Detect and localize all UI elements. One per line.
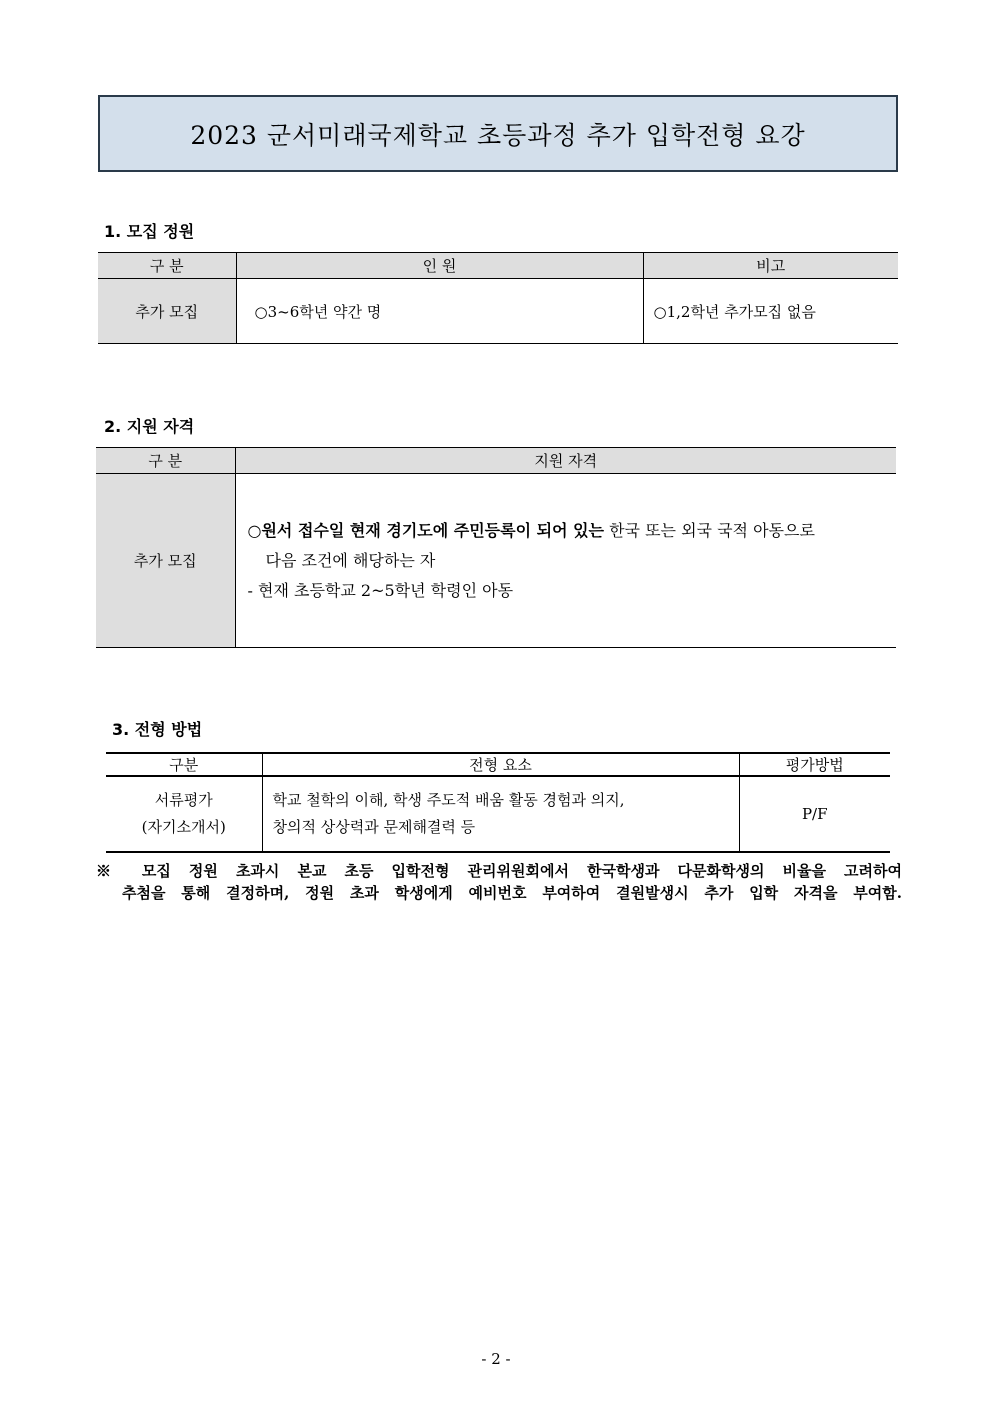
- eligibility-bold-text: ○원서 접수일 현재 경기도에 주민등록이 되어 있는: [247, 520, 605, 540]
- header-element: 전형 요소: [262, 753, 739, 776]
- section2-heading: 2. 지원 자격: [104, 417, 195, 436]
- cell-count: ○3~6학년 약간 명: [236, 279, 643, 344]
- header-note: 비고: [643, 253, 898, 279]
- footnote: [96, 860, 902, 904]
- eligibility-sub: - 현재 초등학교 2~5학년 학령인 아동: [247, 580, 514, 600]
- category-line1: 서류평가: [154, 791, 213, 809]
- eligibility-bullet: [248, 516, 897, 546]
- table-header-row: [98, 253, 898, 279]
- eligibility-table: [96, 447, 896, 648]
- section1-heading: 1. 모집 정원: [104, 222, 195, 241]
- header-category: 구 분: [98, 253, 236, 279]
- header-count: 인 원: [236, 253, 643, 279]
- table-row: [96, 474, 896, 648]
- document-title: 2023 군서미래국제학교 초등과정 추가 입학전형 요강: [190, 120, 806, 150]
- eligibility-rest-text: 한국 또는 외국 국적 아동으로: [604, 520, 815, 540]
- selection-method-table: [106, 752, 890, 853]
- table-row: [98, 279, 898, 344]
- category-line2: (자기소개서): [141, 818, 226, 836]
- cell-category: 추가 모집: [96, 474, 235, 648]
- table-header-row: [106, 753, 890, 776]
- cell-note: ○1,2학년 추가모집 없음: [643, 279, 898, 344]
- cell-category: [106, 776, 262, 852]
- element-line2: 창의적 상상력과 문제해결력 등: [272, 818, 476, 836]
- cell-method: P/F: [739, 776, 890, 852]
- header-method: 평가방법: [739, 753, 890, 776]
- header-eligibility: 지원 자격: [235, 448, 896, 474]
- table-row: [106, 776, 890, 852]
- cell-eligibility: [235, 474, 896, 648]
- element-line1: 학교 철학의 이해, 학생 주도적 배움 활동 경험과 의지,: [272, 791, 625, 809]
- cell-category: 추가 모집: [98, 279, 236, 344]
- section3-heading: 3. 전형 방법: [112, 720, 203, 739]
- page-number: - 2 -: [481, 1350, 511, 1368]
- recruitment-quota-table: [98, 252, 898, 344]
- footnote-line1: ※ 모집 정원 초과시 본교 초등 입학전형 관리위원회에서 한국학생과 다문화학생의 비율을 고려하여: [96, 862, 902, 880]
- cell-element: [262, 776, 739, 852]
- table-header-row: [96, 448, 896, 474]
- eligibility-continuation: 다음 조건에 해당하는 자: [265, 550, 436, 570]
- footnote-line2: 추첨을 통해 결정하며, 정원 초과 학생에게 예비번호 부여하여 결원발생시 추가 입학 자격을 부여함.: [122, 884, 902, 902]
- document-title-box: [98, 95, 898, 172]
- header-category: 구분: [106, 753, 262, 776]
- header-category: 구 분: [96, 448, 235, 474]
